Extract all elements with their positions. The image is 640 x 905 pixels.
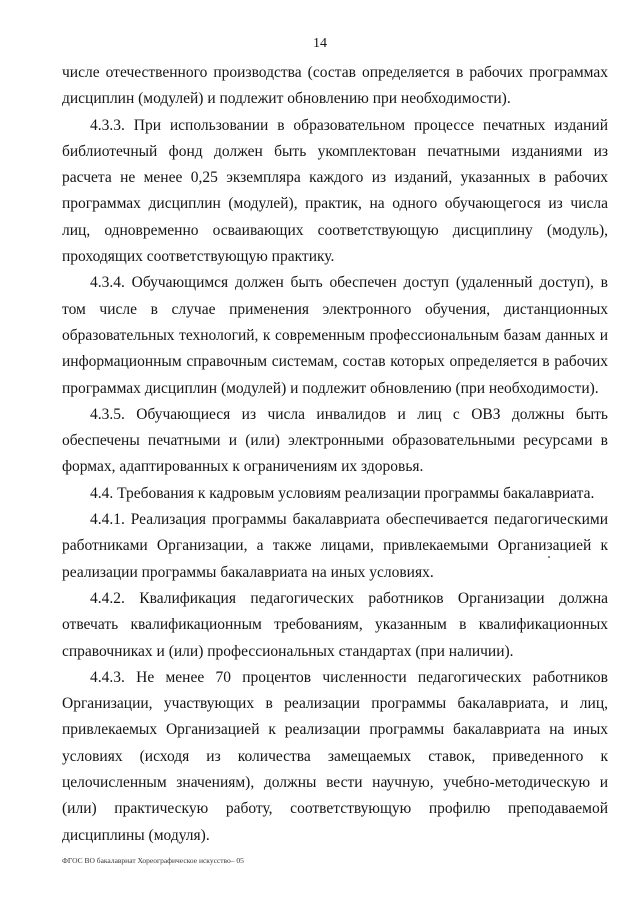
document-body [62, 60, 608, 849]
paragraph-4-4-1: 4.4.1. Реализация программы бакалавриата обеспечивается педагогическими работниками Организации, а также лицами, привлекаемыми Организацией к реализации программы бакалавриата на иных условиях. [62, 511, 608, 581]
paragraph-4-4: 4.4. Требования к кадровым условиям реализации программы бакалавриата. [90, 484, 595, 502]
paragraph-4-4-2: 4.4.2. Квалификация педагогических работников Организации должна отвечать квалификационным требованиям, указанным в квалификационных справочниках и (или) профессиональных стандартах (при наличии). [62, 589, 608, 660]
paragraph-4-3-5: 4.3.5. Обучающиеся из числа инвалидов и лиц с ОВЗ должны быть обеспечены печатными и (или) электронными образовательными ресурсами в формах, адаптированных к ограничениям их здоровья. [62, 405, 608, 476]
page-number: 14 [313, 36, 327, 51]
scan-speck [548, 556, 550, 558]
paragraph-4-3-4: 4.3.4. Обучающимся должен быть обеспечен доступ (удаленный доступ), в том числе в случае применения электронного обучения, дистанционных образовательных технологий, к современным профессиональным базам данных и информационным справочным системам, состав которых определяется в рабочих программах дисциплин (модулей) и подлежит обновлению (при необходимости). [62, 274, 608, 397]
paragraph-4-4-3: 4.4.3. Не менее 70 процентов численности педагогических работников Организации, участвующих в реализации программы бакалавриата, и лиц, привлекаемых Организацией к реализации программы бакалавриата на иных условиях (исходя из количества замещаемых ставок, приведенного к целочисленным значениям), должны вести научную, учебно-методическую и (или) практическую работу, соответствующую профилю преподаваемой дисциплины (модуля). [62, 668, 608, 844]
paragraph-continuation: числе отечественного производства (состав определяется в рабочих программах дисциплин (модулей) и подлежит обновлению при необходимости). [62, 64, 608, 108]
footer-note: ФГОС ВО бакалавриат Хореографическое искусство– 05 [62, 856, 244, 865]
paragraph-4-3-3: 4.3.3. При использовании в образовательном процессе печатных изданий библиотечный фонд должен быть укомплектован печатными изданиями из расчета не менее 0,25 экземпляра каждого из изданий, указанных в рабочих программах дисциплин (модулей), практик, на одного обучающегося из числа лиц, одновременно осваивающих соответствующую дисциплину (модуль), проходящих соответствующую практику. [62, 116, 608, 266]
